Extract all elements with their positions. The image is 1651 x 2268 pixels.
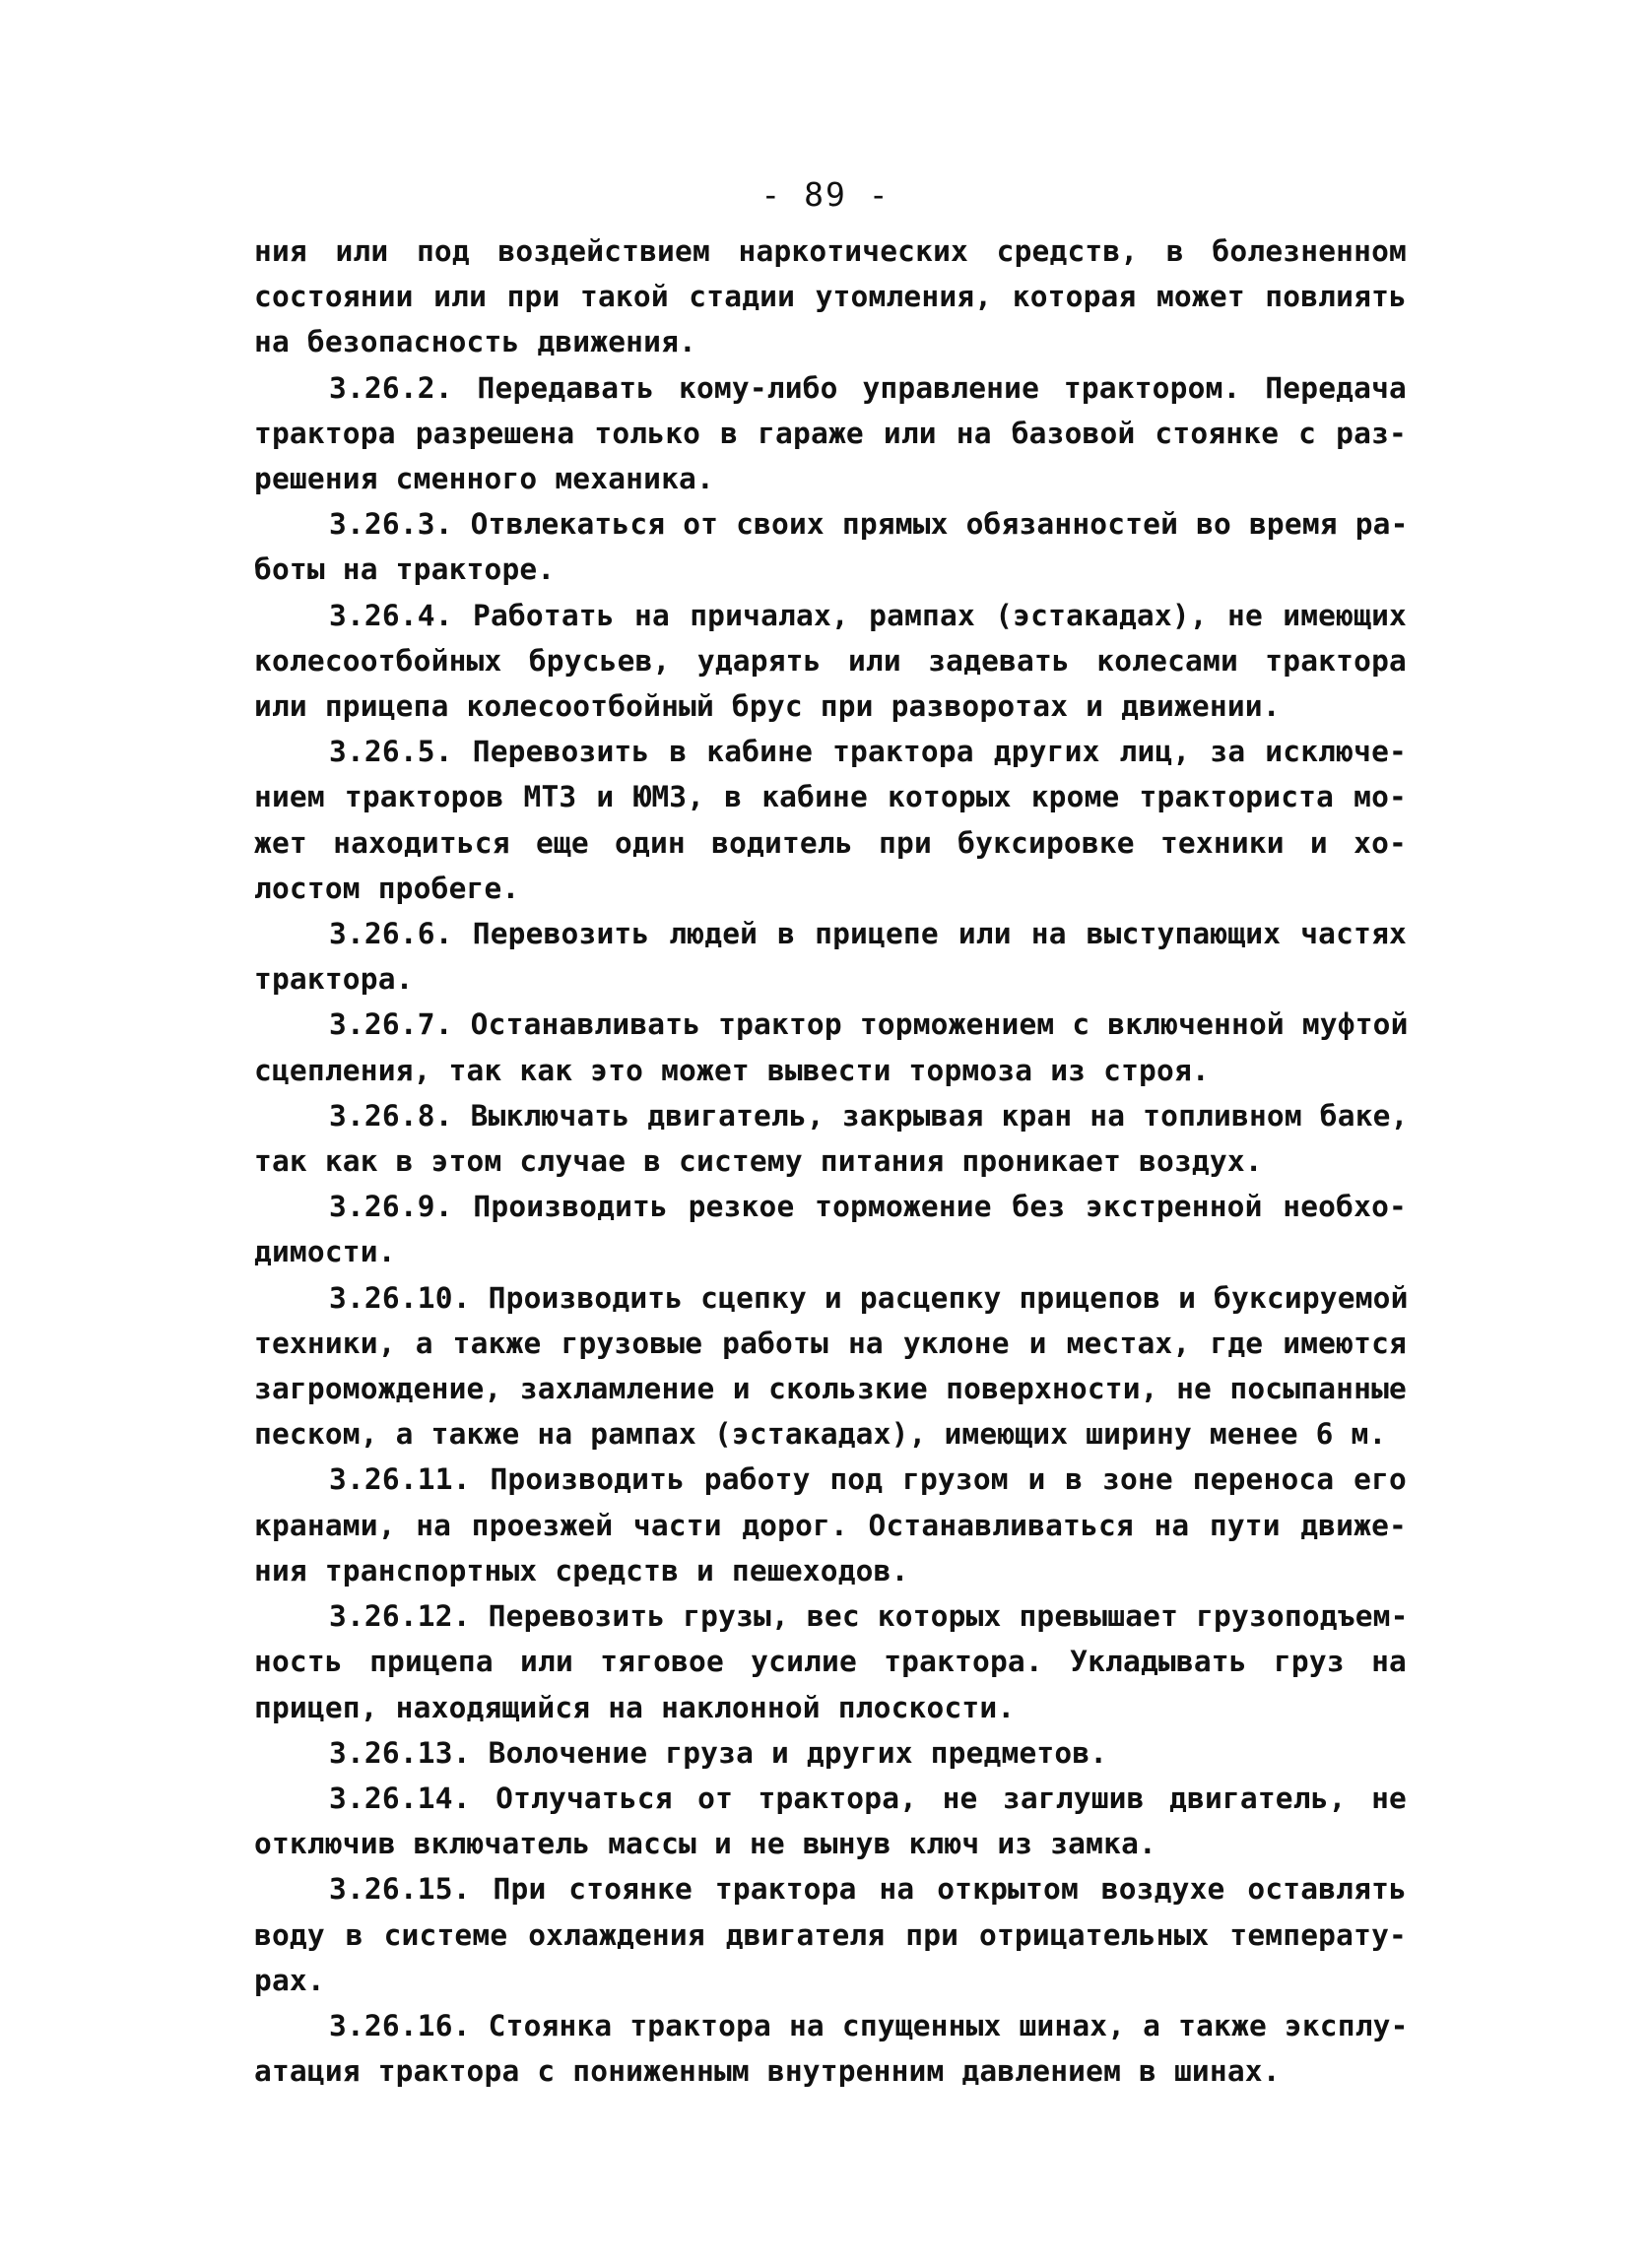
paragraph-item — [254, 1593, 1407, 1730]
text-line: боты на тракторе. — [254, 552, 556, 587]
document-body — [254, 228, 1407, 2094]
text-line: ния транспортных средств и пешеходов. — [254, 1553, 909, 1588]
text-line: воду в системе охлаждения двигателя при отрицательных температу- — [254, 1917, 1407, 1952]
text-line: 3.26.9. Производить резкое торможение без экстренной необхо- — [329, 1190, 1407, 1224]
text-line: атация трактора с пониженным внутренним давлением в шинах. — [254, 2054, 1281, 2089]
text-line: 3.26.6. Перевозить людей в прицепе или на выступающих частях — [329, 917, 1407, 951]
paragraph-item — [254, 1275, 1407, 1458]
text-line: 3.26.2. Передавать кому-либо управление трактором. Передача — [329, 370, 1407, 405]
text-line: трактора разрешена только в гараже или на базовой стоянке с раз- — [254, 416, 1407, 450]
paragraph-item — [254, 1866, 1407, 2003]
text-line: ния или под воздействием наркотических средств, в болезненном — [254, 234, 1407, 268]
text-line: жет находиться еще один водитель при буксировке техники и хо- — [254, 825, 1407, 860]
paragraph-item — [254, 1457, 1407, 1593]
text-line: кранами, на проезжей части дорог. Останавливаться на пути движе- — [254, 1508, 1407, 1542]
paragraph-item — [254, 1093, 1407, 1184]
text-line: 3.26.5. Перевозить в кабине трактора других лиц, за исключе- — [329, 735, 1407, 769]
paragraph-continuation — [254, 228, 1407, 365]
text-line: 3.26.4. Работать на причалах, рампах (эстакадах), не имеющих — [329, 598, 1407, 632]
text-line: рах. — [254, 1963, 325, 1997]
text-line: или прицепа колесоотбойный брус при разворотах и движении. — [254, 689, 1281, 724]
text-line: 3.26.8. Выключать двигатель, закрывая кран на топливном баке, — [329, 1098, 1409, 1133]
text-line: 3.26.13. Волочение груза и других предметов. — [329, 1735, 1108, 1770]
text-line: решения сменного механика. — [254, 462, 714, 496]
text-line: 3.26.3. Отвлекаться от своих прямых обязанностей во время ра- — [329, 507, 1409, 542]
paragraph-item — [254, 2003, 1407, 2094]
paragraph-item — [254, 1776, 1407, 1866]
text-line: отключив включатель массы и не вынув ключ из замка. — [254, 1827, 1156, 1861]
paragraph-item — [254, 729, 1407, 911]
paragraph-item — [254, 365, 1407, 502]
text-line: песком, а также на рампах (эстакадах), имеющих ширину менее 6 м. — [254, 1417, 1387, 1452]
text-line: загромождение, захламление и скользкие поверхности, не посыпанные — [254, 1372, 1407, 1406]
paragraph-item — [254, 1002, 1407, 1092]
text-line: на безопасность движения. — [254, 325, 697, 359]
text-line: 3.26.10. Производить сцепку и расцепку прицепов и буксируемой — [329, 1280, 1409, 1315]
text-line: 3.26.16. Стоянка трактора на спущенных шинах, а также эксплу- — [329, 2008, 1409, 2042]
paragraph-item — [254, 1730, 1407, 1776]
text-line: трактора. — [254, 962, 414, 997]
paragraph-item — [254, 1184, 1407, 1274]
text-line: колесоотбойных брусьев, ударять или задевать колесами трактора — [254, 643, 1407, 678]
text-line: 3.26.12. Перевозить грузы, вес которых превышает грузоподъем- — [329, 1599, 1409, 1634]
text-line: техники, а также грузовые работы на уклоне и местах, где имеются — [254, 1326, 1407, 1360]
text-line: 3.26.15. При стоянке трактора на открытом воздухе оставлять — [329, 1872, 1407, 1907]
paragraph-item — [254, 593, 1407, 730]
text-line: прицеп, находящийся на наклонной плоскости. — [254, 1690, 1016, 1724]
text-line: состоянии или при такой стадии утомления, которая может повлиять — [254, 280, 1407, 314]
paragraph-item — [254, 911, 1407, 1002]
paragraph-item — [254, 501, 1407, 592]
text-line: так как в этом случае в систему питания проникает воздух. — [254, 1144, 1263, 1179]
text-line: 3.26.7. Останавливать трактор торможением с включенной муфтой — [329, 1007, 1409, 1042]
text-line: 3.26.14. Отлучаться от трактора, не заглушив двигатель, не — [329, 1781, 1407, 1815]
text-line: нием тракторов МТЗ и ЮМЗ, в кабине которых кроме тракториста мо- — [254, 780, 1407, 814]
text-line: сцепления, так как это может вывести тормоза из строя. — [254, 1053, 1210, 1087]
text-line: 3.26.11. Производить работу под грузом и в зоне переноса его — [329, 1462, 1407, 1497]
text-line: димости. — [254, 1235, 396, 1269]
page-number: - 89 - — [760, 175, 891, 214]
text-line: ность прицепа или тяговое усилие трактора. Укладывать груз на — [254, 1645, 1407, 1679]
text-line: лостом пробеге. — [254, 871, 520, 905]
